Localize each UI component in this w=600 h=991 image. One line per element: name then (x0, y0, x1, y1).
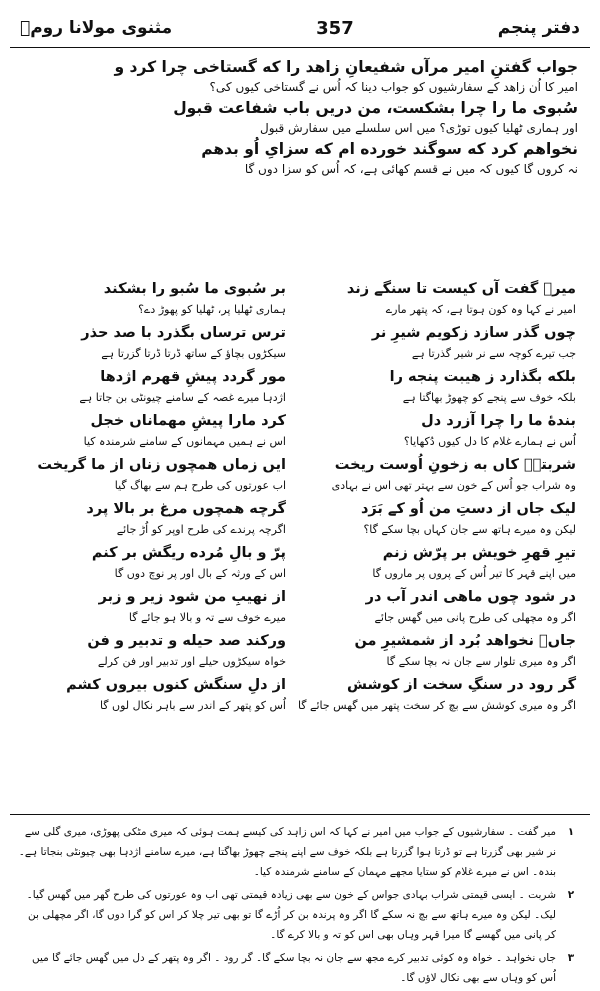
intro-line (22, 56, 578, 97)
translation-text: امیر نے کہا وہ کون ہوتا ہے، کہ پتھر مارے (385, 303, 576, 316)
persian-text: از دلِ سنگش کنوں بیروں کشم (66, 677, 286, 693)
footnote (14, 822, 586, 882)
verse-half (314, 278, 576, 322)
footnote-text: جاں نخواہد ۔ خواہ وہ کوئی تدبیر کرے مجھ سے جان نہ بچا سکے گا۔ گر رود ۔ اگر وہ پتھر کے دل میں گھس جائے گا میں اُس کو وہاں سے بھی نکال لاؤں گا۔ (31, 952, 556, 984)
verse-half (24, 454, 286, 498)
translation-text: وہ شراب جو اُس کے خون سے بہتر تھی اس نے بہادی (331, 479, 576, 492)
footnote-rule (10, 814, 590, 815)
intro-line (22, 97, 578, 138)
translation-text: سیکڑوں بچاؤ کے ساتھ ڈرتا ڈرتا گزرتا ہے (101, 347, 286, 360)
verse-half (24, 586, 286, 630)
translation-text: اگرچہ پرندے کی طرح اوپر کو اُڑ جائے (116, 523, 286, 536)
persian-text: نخواهم کرد که سوگند خورده ام که سزایِ اُو بدهم (201, 140, 578, 158)
verse-half (314, 542, 576, 586)
persian-text: کرد مارا پیشِ مهماناں خجل (90, 413, 286, 429)
verse-half (24, 498, 286, 542)
verse-column-right (297, 278, 576, 810)
persian-text: لیک جاں از دستِ من اُو کے بَرَد (360, 501, 576, 517)
translation-text: اس نے ہمیں مہمانوں کے سامنے شرمندہ کیا (83, 435, 286, 448)
footnote (14, 885, 586, 945)
footnote-text: شربت ۔ ایسی قیمتی شراب بہادی جواس کے خون سے بھی زیادہ قیمتی تھی اب وہ عورتوں کی طرح گھر میں گھس گیا۔ لیک۔ لیکن وہ میرے ہاتھ سے بچ نہ سکے گا اگر وہ پرندہ بن کر اُڑے گا تو بھی تیر چلا کر اس کو گرا دوں گا، اگر مچھلی بن کر پانی میں گھسے گا میرا قہر وہاں بھی اس کو تہ و بالا کرے گا۔ (26, 889, 556, 941)
verse-half (24, 410, 286, 454)
persian-text: ایں زماں همچوں زناں از ما گریخت (37, 457, 286, 473)
translation-text: اُس نے ہمارے غلام کا دل کیوں دُکھایا؟ (403, 435, 576, 448)
verse-column-left (24, 278, 286, 810)
translation-text: اُس کو پتھر کے اندر سے باہر نکال لوں گا (99, 699, 286, 712)
persian-text: ورکند صد حیله و تدبیر و فن (87, 633, 286, 649)
persian-text: سُبوی ما را چرا بشکست، من دریں باب شفاعت قبول (173, 99, 578, 117)
persian-text: چوں گذر سازد زکویم شیرِ نر (371, 325, 576, 341)
footnote-number: ۱ (567, 826, 575, 838)
verse-columns (24, 278, 576, 810)
persian-text: بلکه بگذارد ز هیبت پنجه را (389, 369, 576, 385)
book-title: مثنوی مولانا رومؒ (20, 18, 173, 38)
verse-half (24, 674, 286, 718)
translation-text: لیکن وہ میرے ہاتھ سے جان کہاں بچا سکے گا؟ (363, 523, 576, 536)
persian-text: میرؒ گفت آں کیست تا سنگے زند (346, 281, 576, 297)
translation-text: اور ہماری ٹھلیا کیوں توڑی؟ میں اس سلسلے میں سفارش قبول (259, 121, 578, 135)
verse-half (24, 542, 286, 586)
verse-half (24, 630, 286, 674)
translation-text: اب عورتوں کی طرح ہم سے بھاگ گیا (114, 479, 286, 492)
verse-half (24, 278, 286, 322)
persian-text: بندهٔ ما را چرا آزرد دل (421, 413, 576, 429)
verse-half (24, 322, 286, 366)
verse-half (314, 366, 576, 410)
translation-text: اگر وہ میری کوشش سے بچ کر سخت پتھر میں گھس جائے گا (297, 699, 576, 712)
persian-text: در شود چوں ماهی اندر آب در (365, 589, 576, 605)
persian-text: ترس ترساں بگذرد با صد حذر (81, 325, 286, 341)
verse-half (314, 454, 576, 498)
translation-text: امیر کا اُن زاهد کے سفارشیوں کو جواب دینا کہ اُس نے گستاخی کیوں کی؟ (209, 80, 578, 94)
page-header (20, 10, 580, 46)
section-title: دفتر پنجم (497, 18, 580, 38)
page-number: 357 (316, 17, 354, 39)
persian-text: مور گردد پیشِ قهرم اژدها (100, 369, 286, 385)
footnote-text: میر گفت ۔ سفارشیوں کے جواب میں امیر نے کہا کہ اس زاہد کی کیسے ہمت ہوئی کہ میری مٹکی پھوڑی، میری گلی سے نر شیر بھی گزرتا ہے تو ڈرتا ہوا گزرتا ہے بلکہ خوف سے اپنے پنجے چھوڑ بھاگتا ہے، میرے سامنے اژدہا بھی چیونٹی بنجاتا ہے۔ بندہ۔ اس نے میرے غلام کو ستایا مجھے مہمان کے سامنے شرمندہ کیا۔ (18, 826, 556, 878)
persian-text: گرچه همچوں مرغ بر بالا پرد (86, 501, 286, 517)
translation-text: خواہ سیکڑوں حیلے اور تدبیر اور فن کرلے (97, 655, 286, 668)
verse-half (297, 674, 576, 718)
verse-half (314, 498, 576, 542)
intro-block (22, 56, 578, 179)
translation-text: اگر وہ مچھلی کی طرح پانی میں گھس جائے (374, 611, 576, 624)
translation-text: جب تیرے کوچہ سے نر شیر گذرتا ہے (411, 347, 576, 360)
persian-text: از نهیبِ من شود زیر و زبر (98, 589, 286, 605)
footnotes (14, 822, 586, 991)
translation-text: اس کے ورثہ کے بال اور پر نوچ دوں گا (114, 567, 286, 580)
translation-text: ہماری ٹھلیا پر، ٹھلیا کو پھوڑ دے؟ (138, 303, 286, 316)
persian-text: گر رود در سنگِ سخت از کوشش (346, 677, 576, 693)
footnote-number: ۲ (567, 889, 575, 901)
persian-text: پرّ و بالِ مُرده ریگش بر کنم (91, 545, 286, 561)
persian-text: جواب گفتنِ امیر مرآں شفیعانِ زاهد را که گستاخی چرا کرد و (114, 58, 578, 76)
translation-text: اژدہا میرے غصہ کے سامنے چیونٹی بن جاتا ہے (79, 391, 286, 404)
translation-text: بلکہ خوف سے پنجے کو چھوڑ بھاگتا ہے (402, 391, 576, 404)
persian-text: شربتےؒ کاں به زخونِ اُوست ریخت (334, 457, 576, 473)
translation-text: میں اپنے قہر کا تیر اُس کے پروں پر ماروں گا (372, 567, 576, 580)
verse-half (314, 586, 576, 630)
footnote-number: ۳ (567, 952, 575, 964)
verse-half (314, 410, 576, 454)
translation-text: اگر وہ میری تلوار سے جان نہ بچا سکے گا (386, 655, 576, 668)
persian-text: تیرِ قهرِ خویش بر پرّش زنم (382, 545, 576, 561)
verse-half (314, 322, 576, 366)
verse-half (24, 366, 286, 410)
persian-text: جاںؒ نخواهد بُرد از شمشیرِ من (354, 633, 576, 649)
translation-text: نہ کروں گا کیوں کہ میں نے قسم کھائی ہے، کہ اُس کو سزا دوں گا (244, 162, 578, 176)
verse-half (314, 630, 576, 674)
intro-line (22, 138, 578, 179)
header-rule (10, 47, 590, 48)
footnote (14, 948, 586, 988)
persian-text: بر سُبوی ما سُبو را بشکند (103, 281, 286, 297)
translation-text: میرے خوف سے تہ و بالا ہو جائے گا (128, 611, 286, 624)
